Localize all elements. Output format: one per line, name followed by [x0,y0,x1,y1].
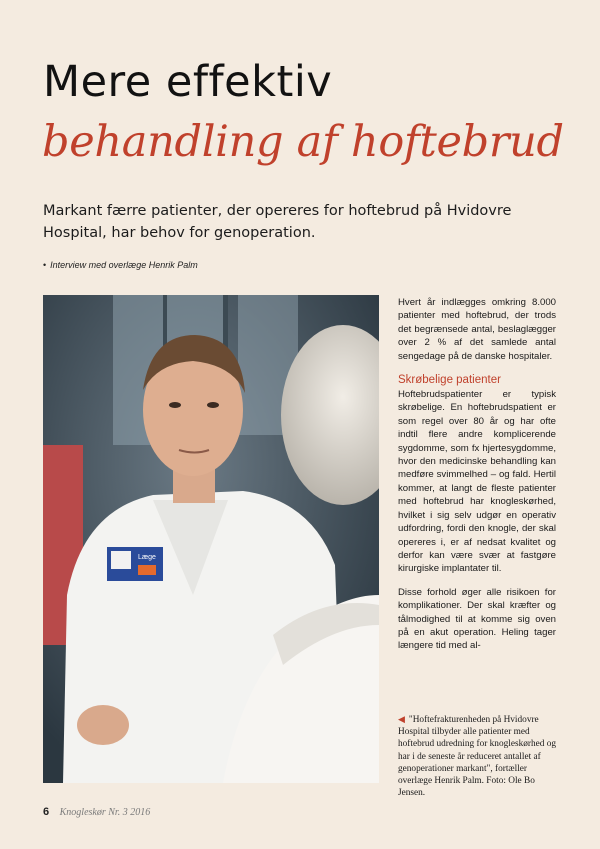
byline-bullet: • [43,260,47,270]
headline-line-2: behandling af hoftebrud [42,117,564,167]
issue-label: Nr. 3 2016 [108,807,151,818]
body-paragraph-2: Hoftebrudspatienter er typisk skrøbelige. En hoftebrudspatient er som regel over 80 år og har ofte indtil flere andre komplicerende sygdomme, som fx hjertesygdomme, hvor den medicinske behandling kan medføre svimmelhed – og fald. Hertil kommer, at langt de fleste patienter med hoftebrud har knogleskørhed, hvilket i sig selv udgør en operativ udfordring, fordi den knogle, der skal opereres i, er af nedsat kvalitet og derfor kan være svær at fastgøre kirurgiske implantater til. [398,389,556,575]
byline [43,260,198,270]
article-photo [43,295,379,783]
page-number: 6 [43,806,50,818]
photo-caption [398,713,556,799]
magazine-name: Knogleskør [59,807,106,818]
lead-paragraph: Markant færre patienter, der opereres for hoftebrud på Hvidovre Hospital, har behov for genoperation. [43,203,512,241]
page-footer [43,806,150,818]
section-heading: Skrøbelige patienter [398,374,501,387]
badge-label: Læge [138,554,156,561]
headline-line-1: Mere effektiv [43,57,333,107]
caption-text: "Hoftefrakturenheden på Hvidovre Hospital tilbyder alle patienter med hoftebrud udredning for knogleskørhed og har i de seneste år reduceret antallet af genoperationer markant", fortæller overlæge Henrik Palm. Foto: Ole Bo Jensen. [398,715,557,799]
caption-arrow-icon: ◀ [398,714,405,724]
photo-illustration [43,295,379,783]
body-column [398,296,556,663]
body-paragraph-3: Disse forhold øger alle risikoen for komplikationer. Der skal kræfter og tålmodighed til at komme sig oven på en akut operation. Heling tager længere tid med al- [398,586,556,652]
body-paragraph-1: Hvert år indlægges omkring 8.000 patienter med hoftebrud, der trods det begrænsede antal, beslaglægger over 2 % af det samlede antal sengedage på de danske hospitaler. [398,297,556,362]
byline-text: Interview med overlæge Henrik Palm [50,260,198,270]
